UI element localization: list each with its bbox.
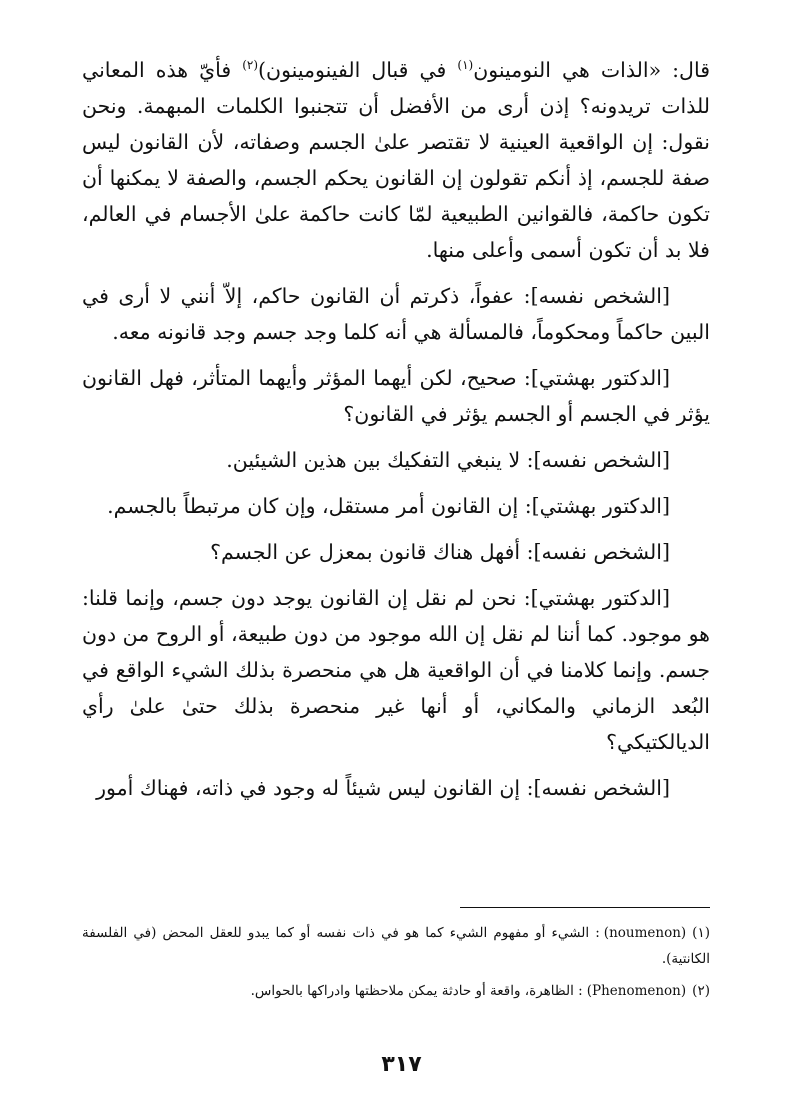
footnote-ref-2: (٢) (242, 58, 259, 73)
footnote-divider (460, 907, 710, 908)
footnote-2-term: (Phenomenon) (586, 983, 687, 999)
footnote-ref-1: (١) (457, 58, 474, 73)
paragraph-2: [الشخص نفسه]: عفواً، ذكرتم أن القانون حاكم، إلاّ أنني لا أرى في البين حاكماً ومحكوماً، فالمسألة هي أنه كلما وجد جسم وجد قانونه معه. (82, 284, 710, 344)
footnote-1-text: : الشيء أو مفهوم الشيء كما هو في ذات نفسه أو كما يبدو للعقل المحض (في الفلسفة الكانتية). (82, 925, 710, 967)
paragraph-3: [الدكتور بهشتي]: صحيح، لكن أيهما المؤثر وأيهما المتأثر، فهل القانون يؤثر في الجسم أو الجسم يؤثر في القانون؟ (82, 366, 710, 426)
paragraph-1 (82, 52, 710, 268)
paragraph-4: [الشخص نفسه]: لا ينبغي التفكيك بين هذين الشيئين. (226, 448, 670, 472)
paragraph-1-part-c: فأيّ هذه المعاني للذات تريدونه؟ إذن أرى من الأفضل أن تتجنبوا الكلمات المبهمة. ونحن نقول: إن الواقعية العينية لا تقتصر علىٰ الجسم وصفاته، لأن القانون ليس صفة للجسم، إذ أنكم تقولون إن القانون يحكم الجسم، والصفة لا يمكنها أن تكون حاكمة، فالقوانين الطبيعية لمّا كانت حاكمة علىٰ الأجسام في العالم، فلا بد أن تكون أسمى وأعلى منها. (82, 58, 710, 262)
footnote-2 (82, 978, 710, 1004)
footnote-2-number: (٢) (692, 983, 710, 999)
footnote-1-term: (noumenon) (603, 925, 687, 941)
paragraph-1-part-b: في قبال الفينومينون) (258, 58, 458, 82)
footnote-2-text: : الظاهرة، واقعة أو حادثة يمكن ملاحظتها وادراكها بالحواس. (250, 983, 583, 999)
footnotes (82, 920, 710, 1010)
page-number: ٣١٧ (381, 1052, 422, 1077)
paragraph-6: [الشخص نفسه]: أفهل هناك قانون بمعزل عن الجسم؟ (210, 540, 670, 564)
footnote-1 (82, 920, 710, 972)
paragraph-1-part-a: قال: «الذات هي النومينون (473, 58, 710, 82)
footnote-1-number: (١) (692, 925, 710, 941)
paragraph-8: [الشخص نفسه]: إن القانون ليس شيئاً له وجود في ذاته، فهناك أمور (96, 776, 670, 800)
paragraph-7: [الدكتور بهشتي]: نحن لم نقل إن القانون يوجد دون جسم، وإنما قلنا: هو موجود. كما أننا لم نقل إن الله موجود من دون طبيعة، أو الروح من دون جسم. وإنما كلامنا في أن الواقعية هل هي منحصرة بذلك الشيء الواقع في البُعد الزماني والمكاني، أو أنها غير منحصرة بذلك حتىٰ علىٰ رأي الديالكتيكي؟ (82, 586, 710, 754)
paragraph-5: [الدكتور بهشتي]: إن القانون أمر مستقل، وإن كان مرتبطاً بالجسم. (107, 494, 670, 518)
main-text (82, 52, 710, 816)
